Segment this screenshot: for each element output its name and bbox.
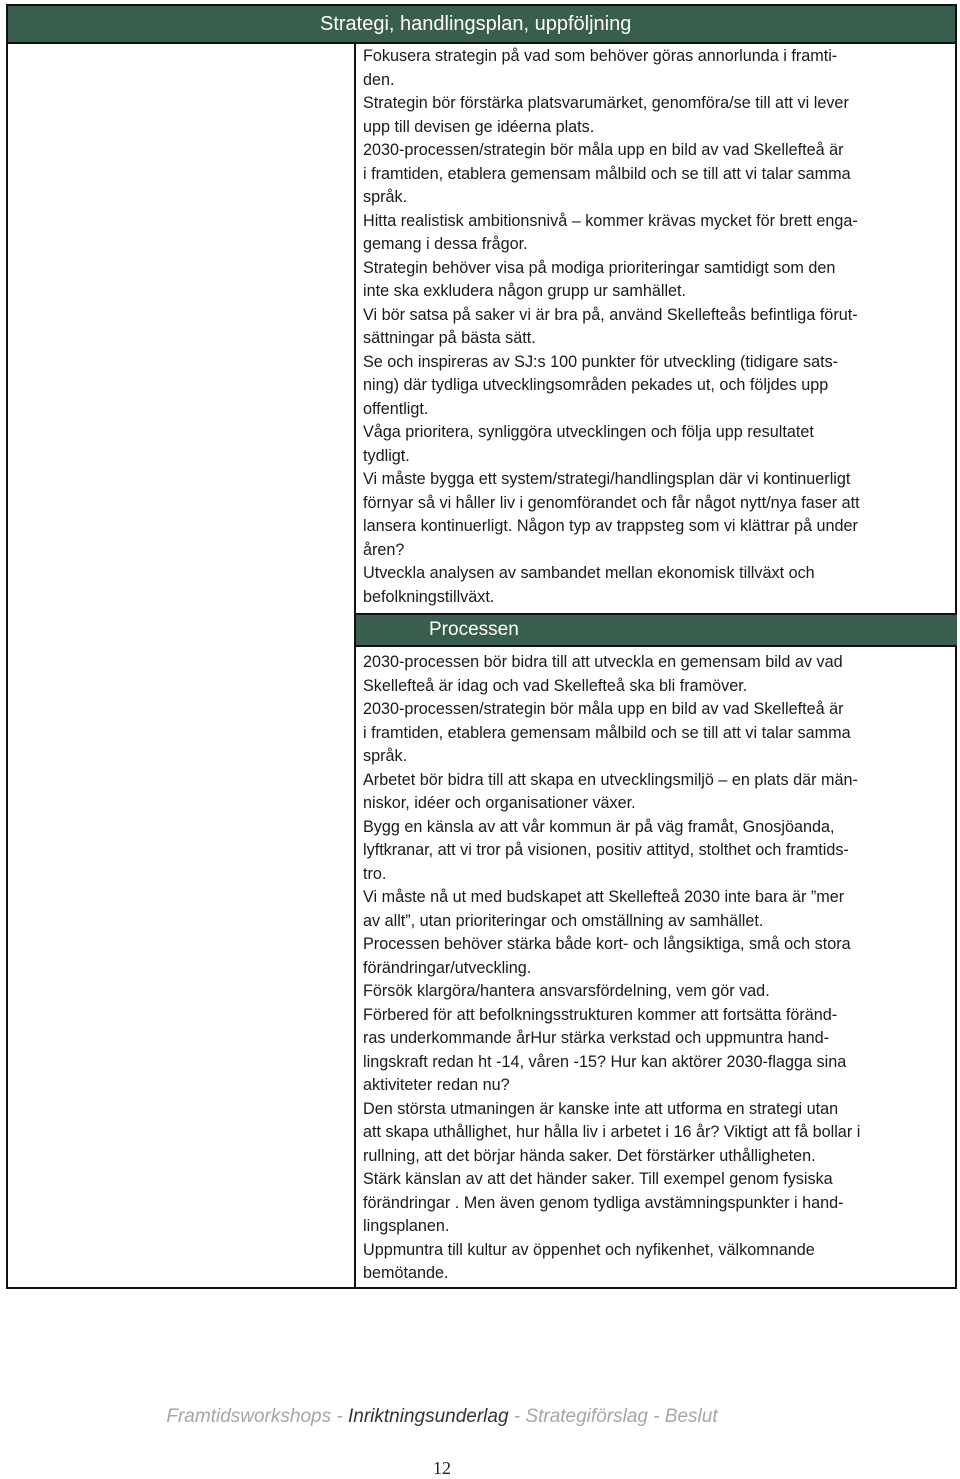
text-line: förnyar så vi håller liv i genomförandet och får något nytt/nya faser att bbox=[363, 493, 860, 512]
text-line: språk. bbox=[363, 188, 408, 206]
text-line: 2030-processen/strategin bör måla upp en bild av vad Skellefteå är bbox=[363, 141, 844, 159]
text-line: bemötande. bbox=[363, 1264, 449, 1282]
text-line: 2030-processen bör bidra till att utveckla en gemensam bild av vad bbox=[363, 653, 843, 671]
text-line: sättningar på bästa sätt. bbox=[363, 329, 536, 347]
text-line: lingsplanen. bbox=[363, 1217, 450, 1235]
section-header-strategy bbox=[6, 4, 957, 44]
text-line: att skapa uthållighet, hur hålla liv i arbetet i 16 år? Viktigt att få bollar i bbox=[363, 1123, 861, 1141]
text-line: Processen behöver stärka både kort- och långsiktiga, små och stora bbox=[363, 935, 851, 953]
text-line: befolkningstillväxt. bbox=[363, 587, 495, 606]
section-title-strategy: Strategi, handlingsplan, uppföljning bbox=[320, 13, 632, 35]
text-line: inte ska exkludera någon grupp ur samhället. bbox=[363, 282, 687, 300]
section-title-process: Processen bbox=[429, 619, 519, 640]
text-line: gemang i dessa frågor. bbox=[363, 235, 528, 253]
text-line: Den största utmaningen är kanske inte att utforma en strategi utan bbox=[363, 1099, 839, 1118]
text-line: Hitta realistisk ambitionsnivå – kommer krävas mycket för brett enga- bbox=[363, 211, 858, 230]
text-line: Strategin bör förstärka platsvarumärket, genomföra/se till att vi lever bbox=[363, 94, 849, 112]
text-line: Strategin behöver visa på modiga prioriteringar samtidigt som den bbox=[363, 258, 836, 277]
text-line: Stärk känslan av att det händer saker. Till exempel genom fysiska bbox=[363, 1170, 833, 1188]
text-line: rullning, att det börjar hända saker. Det förstärker uthålligheten. bbox=[363, 1146, 816, 1165]
text-line: tro. bbox=[363, 864, 387, 883]
text-line: Vi måste nå ut med budskapet att Skellefteå 2030 inte bara är ”mer bbox=[363, 888, 845, 906]
text-line: Vi måste bygga ett system/strategi/handlingsplan där vi kontinuerligt bbox=[363, 470, 851, 488]
text-line: aktiviteter redan nu? bbox=[363, 1076, 510, 1094]
footer-breadcrumb bbox=[0, 1406, 884, 1428]
text-line: åren? bbox=[363, 540, 405, 559]
section-header-process bbox=[356, 613, 957, 647]
text-line: Arbetet bör bidra till att skapa en utvecklingsmiljö – en plats där män- bbox=[363, 770, 858, 789]
footer-part-3: - Strategiförslag - Beslut bbox=[508, 1406, 718, 1427]
text-line: Våga prioritera, synliggöra utvecklingen och följa upp resultatet bbox=[363, 423, 814, 441]
text-line: ras underkommande årHur stärka verkstad och uppmuntra hand- bbox=[363, 1029, 830, 1047]
text-line: niskor, idéer och organisationer växer. bbox=[363, 794, 636, 812]
text-line: tydligt. bbox=[363, 446, 410, 465]
process-text-block bbox=[363, 651, 953, 1286]
text-line: Försök klargöra/hantera ansvarsfördelning, vem gör vad. bbox=[363, 982, 770, 1000]
text-line: Fokusera strategin på vad som behöver göras annorlunda i framti- bbox=[363, 47, 838, 65]
text-line: upp till devisen ge idéerna plats. bbox=[363, 117, 595, 136]
text-line: offentligt. bbox=[363, 399, 429, 418]
text-line: den. bbox=[363, 70, 395, 89]
footer-part-current: Inriktningsunderlag bbox=[347, 1406, 509, 1427]
text-line: Bygg en känsla av att vår kommun är på väg framåt, Gnosjöanda, bbox=[363, 817, 835, 836]
text-line: av allt”, utan prioriteringar och omställning av samhället. bbox=[363, 911, 764, 930]
text-line: förändringar/utveckling. bbox=[363, 958, 532, 977]
text-line: lansera kontinuerligt. Någon typ av trappsteg som vi klättrar på under bbox=[363, 517, 858, 535]
text-line: 2030-processen/strategin bör måla upp en bild av vad Skellefteå är bbox=[363, 700, 844, 718]
text-line: ning) där tydliga utvecklingsområden pekades ut, och följdes upp bbox=[363, 376, 829, 394]
text-line: Skellefteå är idag och vad Skellefteå ska bli framöver. bbox=[363, 676, 748, 695]
text-line: Se och inspireras av SJ:s 100 punkter för utveckling (tidigare sats- bbox=[363, 352, 839, 371]
text-line: förändringar . Men även genom tydliga avstämningspunkter i hand- bbox=[363, 1193, 844, 1212]
text-line: lingskraft redan ht -14, våren -15? Hur kan aktörer 2030-flagga sina bbox=[363, 1052, 847, 1071]
text-line: lyftkranar, att vi tror på visionen, positiv attityd, stolthet och framtids- bbox=[363, 841, 849, 859]
text-line: i framtiden, etablera gemensam målbild och se till att vi talar samma bbox=[363, 723, 851, 742]
text-line: i framtiden, etablera gemensam målbild och se till att vi talar samma bbox=[363, 164, 851, 183]
strategy-text-block bbox=[363, 45, 953, 609]
text-line: Utveckla analysen av sambandet mellan ekonomisk tillväxt och bbox=[363, 564, 815, 582]
text-line: Förbered för att befolkningsstrukturen kommer att fortsätta föränd- bbox=[363, 1005, 838, 1024]
text-line: Uppmuntra till kultur av öppenhet och nyfikenhet, välkomnande bbox=[363, 1240, 815, 1259]
footer-part-1: Framtidsworkshops - bbox=[166, 1406, 348, 1427]
left-column bbox=[6, 44, 356, 1289]
text-line: Vi bör satsa på saker vi är bra på, använd Skellefteås befintliga förut- bbox=[363, 305, 858, 324]
page-number: 12 bbox=[433, 1458, 451, 1478]
text-line: språk. bbox=[363, 747, 408, 765]
